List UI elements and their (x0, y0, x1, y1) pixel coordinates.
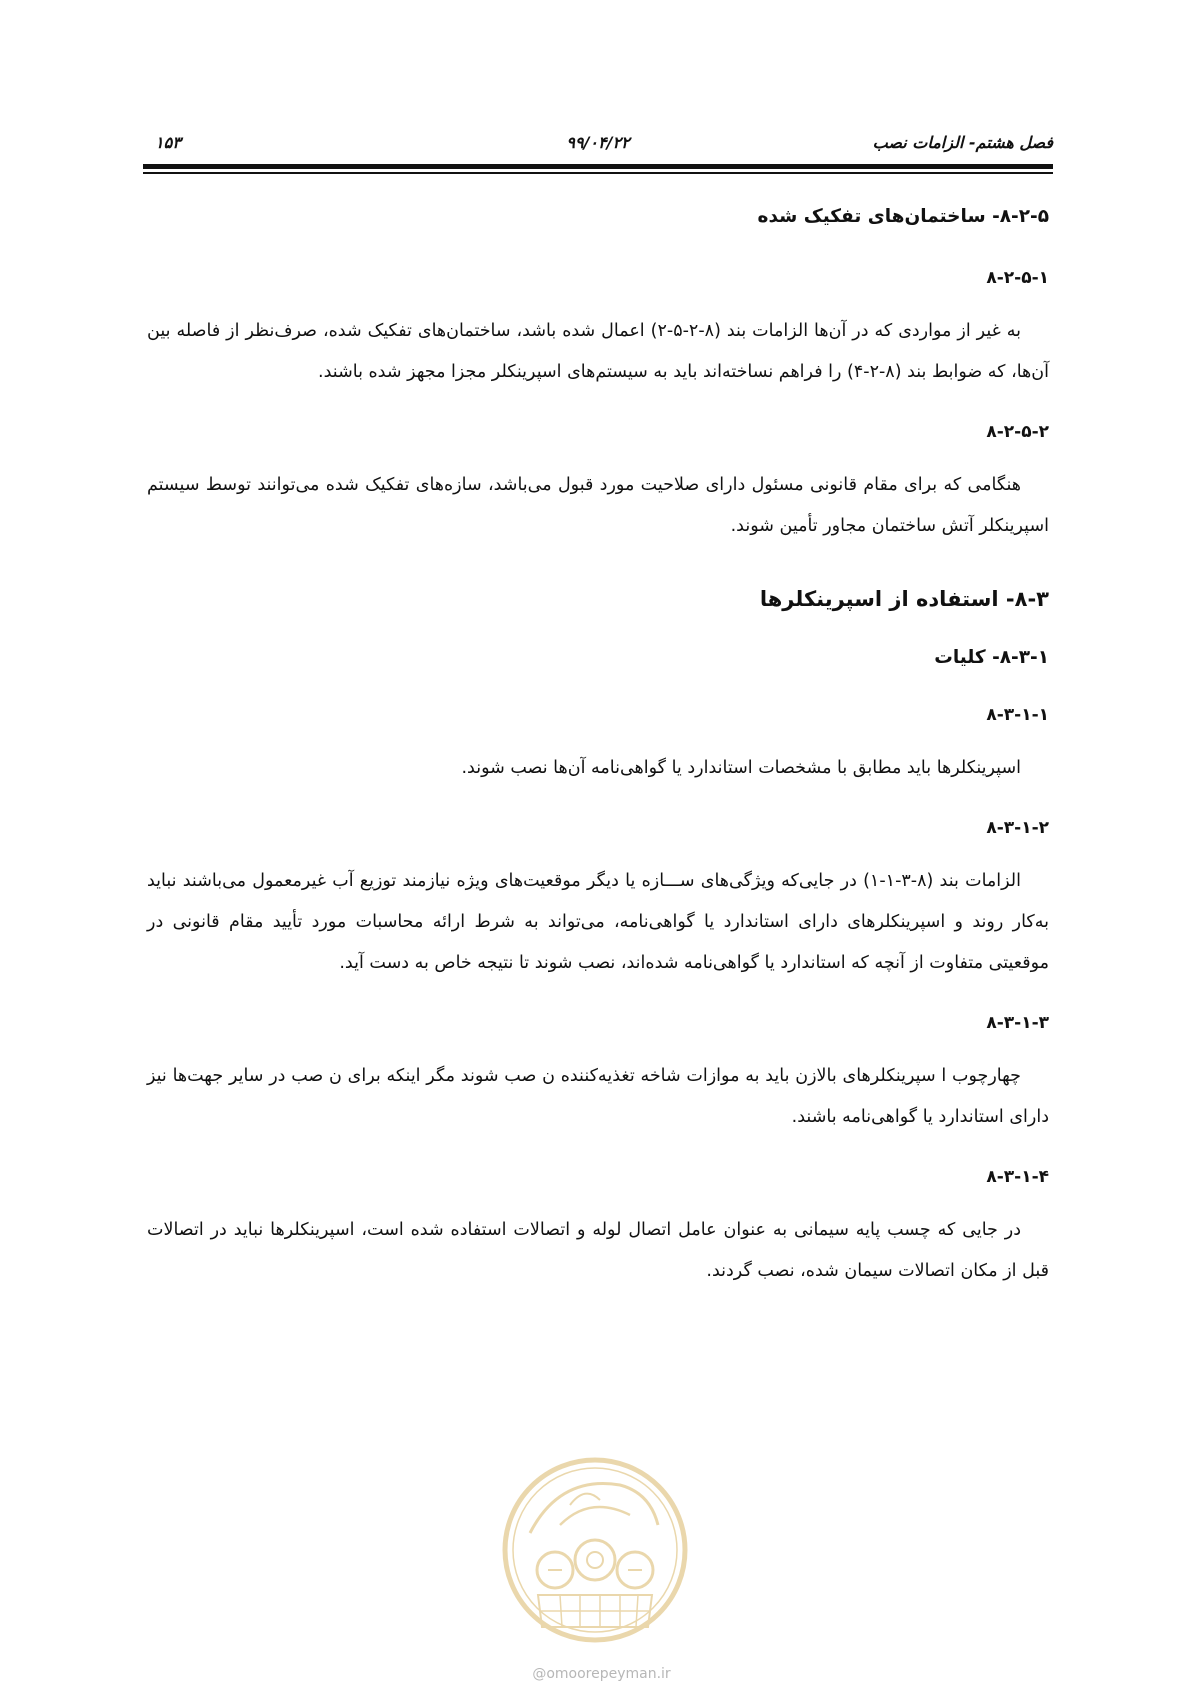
page-header (143, 133, 1053, 157)
clause-number-8-3-1-4: ۸-۳-۱-۴ (986, 1167, 1049, 1187)
clause-text-8-3-1-1: اسپرینکلرها باید مطابق با مشخصات استاندارد یا گواهی‌نامه آن‌ها نصب شوند. (461, 758, 1021, 778)
clause-number-8-3-1-3: ۸-۳-۱-۳ (986, 1013, 1049, 1033)
section-heading-8-3: ۸-۳- استفاده از اسپرینکلرها (759, 587, 1049, 611)
clause-number-8-3-1-2: ۸-۳-۱-۲ (986, 818, 1049, 838)
clause-number-8-3-1-1: ۸-۳-۱-۱ (986, 705, 1049, 725)
clause-text-8-2-5-1: به غیر از مواردی که در آن‌ها الزامات بند (۸-۲-۵-۲) اعمال شده باشد، ساختمان‌های تفکیک شده، صرف‌نظر از فاصله بین آن‌ها، که ضوابط بند (۸-۲-۴) را فراهم نساخته‌اند باید به سیستم‌های اسپرینکلر مجزا مجهز شده باشند. (147, 321, 1049, 382)
watermark-seal-icon (500, 1455, 690, 1645)
chapter-title: فصل هشتم- الزامات نصب (872, 133, 1053, 152)
section-heading-8-2-5: ۸-۲-۵- ساختمان‌های تفکیک شده (757, 206, 1049, 227)
page-number: ۱۵۳ (155, 133, 181, 152)
watermark-logo (500, 1455, 690, 1645)
clause-text-8-3-1-2: الزامات بند (۸-۳-۱-۱) در جایی‌که ویژگی‌های ســـازه یا دیگر موقعیت‌های ویژه نیازمند توزیع آب غیرمعمول می‌باشند نباید به‌کار روند و اسپرینکلرهای دارای استاندارد یا گواهی‌نامه، می‌تواند به شرط ارائه محاسبات مورد تأیید مقام قانونی در موقعیتی متفاوت از آنچه که استاندارد یا گواهی‌نامه شده‌اند، نصب شوند تا نتیجه خاص به دست آید. (147, 871, 1049, 973)
clause-number-8-2-5-1: ۸-۲-۵-۱ (986, 268, 1049, 288)
clause-text-8-2-5-2: هنگامی که برای مقام قانونی مسئول دارای صلاحیت مورد قبول می‌باشد، سازه‌های تفکیک شده می‌توانند توسط سیستم اسپرینکلر آتش ساختمان مجاور تأمین شوند. (147, 475, 1049, 536)
watermark-site: @omoorepeyman.ir (532, 1666, 671, 1682)
header-rule-thin (143, 172, 1053, 174)
clause-number-8-2-5-2: ۸-۲-۵-۲ (986, 422, 1049, 442)
header-date: ۹۹/۰۴/۲۲ (566, 133, 630, 152)
header-rule (143, 164, 1053, 169)
document-body (147, 204, 1049, 1292)
clause-text-8-3-1-3: چهارچوب ا سپرینکلرهای بالازن باید به موازات شاخه تغذیه‌کننده ن صب شوند مگر اینکه برای ن صب در سایر جهت‌ها نیز دارای استاندارد یا گواهی‌نامه باشند. (147, 1066, 1049, 1127)
clause-text-8-3-1-4: در جایی که چسب پایه سیمانی به عنوان عامل اتصال لوله و اتصالات استفاده شده است، اسپرینکلرها نباید در اتصالات قبل از مکان اتصالات سیمان شده، نصب گردند. (147, 1220, 1049, 1281)
section-heading-8-3-1: ۸-۳-۱- کلیات (934, 647, 1049, 668)
